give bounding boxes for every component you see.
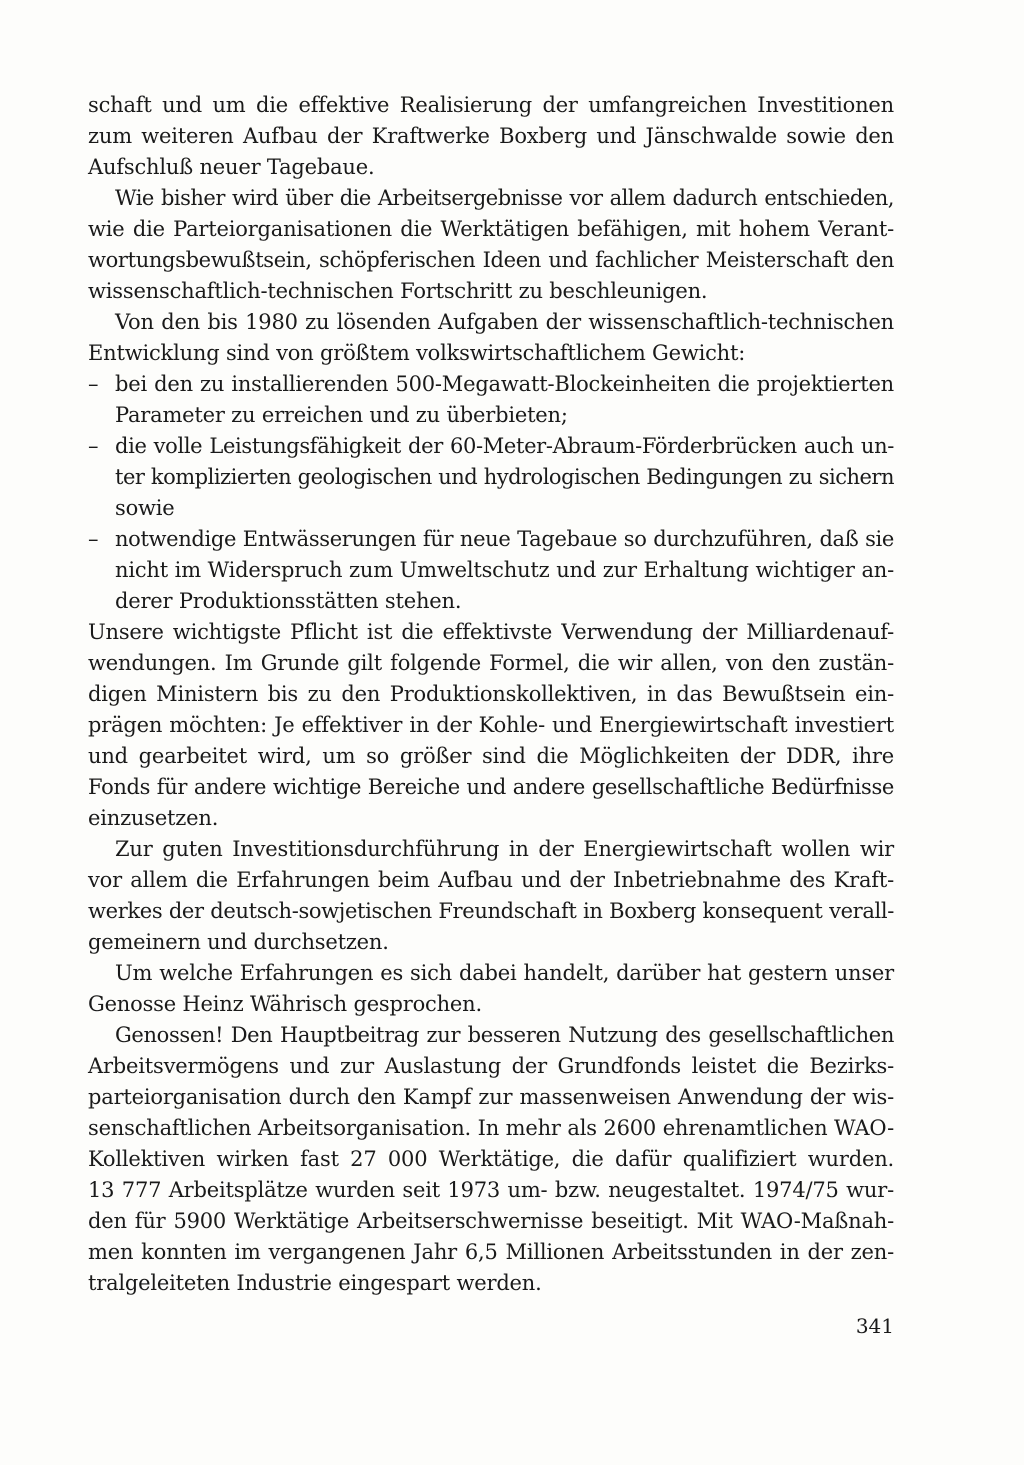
bullet-item — [88, 369, 894, 400]
text-line: Wie bisher wird über die Arbeitsergebnisse vor allem dadurch entschieden, — [115, 186, 894, 210]
text-line: zum weiteren Aufbau der Kraftwerke Boxberg und Jänschwalde sowie den — [88, 124, 894, 148]
bullet-dash: – — [88, 434, 99, 458]
text-line: wie die Parteiorganisationen die Werktätigen befähigen, mit hohem Verant- — [88, 217, 894, 241]
text-line: gemeinern und durchsetzen. — [88, 930, 389, 954]
text-line: ter komplizierten geologischen und hydrologischen Bedingungen zu sichern — [115, 465, 894, 489]
text-line: Kollektiven wirken fast 27 000 Werktätige, die dafür qualifiziert wurden. — [88, 1147, 894, 1171]
text-line: sowie — [115, 496, 175, 520]
text-line: Unsere wichtigste Pflicht ist die effektivste Verwendung der Milliardenauf- — [88, 620, 894, 644]
page-number: 341 — [855, 1314, 894, 1338]
text-line: Genossen! Den Hauptbeitrag zur besseren Nutzung des gesellschaftlichen — [115, 1023, 894, 1047]
text-line: senschaftlichen Arbeitsorganisation. In mehr als 2600 ehrenamtlichen WAO- — [88, 1116, 894, 1140]
text-line: men konnten im vergangenen Jahr 6,5 Millionen Arbeitsstunden in der zen- — [88, 1240, 894, 1264]
text-line: schaft und um die effektive Realisierung der umfangreichen Investitionen — [88, 93, 894, 117]
text-line: Genosse Heinz Währisch gesprochen. — [88, 992, 482, 1016]
text-line: Zur guten Investitionsdurchführung in der Energiewirtschaft wollen wir — [115, 837, 894, 861]
text-line: Um welche Erfahrungen es sich dabei handelt, darüber hat gestern unser — [115, 961, 894, 985]
text-line: Entwicklung sind von größtem volkswirtschaftlichem Gewicht: — [88, 341, 746, 365]
text-line: Von den bis 1980 zu lösenden Aufgaben der wissenschaftlich-technischen — [115, 310, 894, 334]
body-text — [88, 90, 894, 1299]
text-line: 13 777 Arbeitsplätze wurden seit 1973 um- bzw. neugestaltet. 1974/75 wur- — [88, 1178, 894, 1202]
text-line: werkes der deutsch-sowjetischen Freundschaft in Boxberg konsequent verall- — [88, 899, 894, 923]
text-line: die volle Leistungsfähigkeit der 60-Meter-Abraum-Förderbrücken auch un- — [115, 434, 894, 458]
text-line: vor allem die Erfahrungen beim Aufbau und der Inbetriebnahme des Kraft- — [88, 868, 894, 892]
text-line: bei den zu installierenden 500-Megawatt-Blockeinheiten die projektierten — [115, 372, 894, 396]
text-line: derer Produktionsstätten stehen. — [115, 589, 462, 613]
bullet-item — [88, 524, 894, 555]
text-line: notwendige Entwässerungen für neue Tagebaue so durchzuführen, daß sie — [115, 527, 894, 551]
text-line: wissenschaftlich-technischen Fortschritt zu beschleunigen. — [88, 279, 708, 303]
text-line: digen Ministern bis zu den Produktionskollektiven, in das Bewußtsein ein- — [88, 682, 894, 706]
bullet-dash: – — [88, 372, 99, 396]
text-line: parteiorganisation durch den Kampf zur massenweisen Anwendung der wis- — [88, 1085, 894, 1109]
text-line: Arbeitsvermögens und zur Auslastung der Grundfonds leistet die Bezirks- — [88, 1054, 894, 1078]
text-line: einzusetzen. — [88, 806, 219, 830]
text-line: prägen möchten: Je effektiver in der Kohle- und Energiewirtschaft investiert — [88, 713, 894, 737]
text-line: Aufschluß neuer Tagebaue. — [88, 155, 375, 179]
text-line: wendungen. Im Grunde gilt folgende Formel, die wir allen, von den zustän- — [88, 651, 894, 675]
text-line: tralgeleiteten Industrie eingespart werden. — [88, 1271, 542, 1295]
text-line: nicht im Widerspruch zum Umweltschutz und zur Erhaltung wichtiger an- — [115, 558, 894, 582]
bullet-dash: – — [88, 527, 99, 551]
text-line: wortungsbewußtsein, schöpferischen Ideen und fachlicher Meisterschaft den — [88, 248, 894, 272]
text-line: Parameter zu erreichen und zu überbieten; — [115, 403, 568, 427]
text-line: Fonds für andere wichtige Bereiche und andere gesellschaftliche Bedürfnisse — [88, 775, 894, 799]
text-line: den für 5900 Werktätige Arbeitserschwernisse beseitigt. Mit WAO-Maßnah- — [88, 1209, 894, 1233]
bullet-item — [88, 431, 894, 462]
text-line: und gearbeitet wird, um so größer sind die Möglichkeiten der DDR, ihre — [88, 744, 894, 768]
